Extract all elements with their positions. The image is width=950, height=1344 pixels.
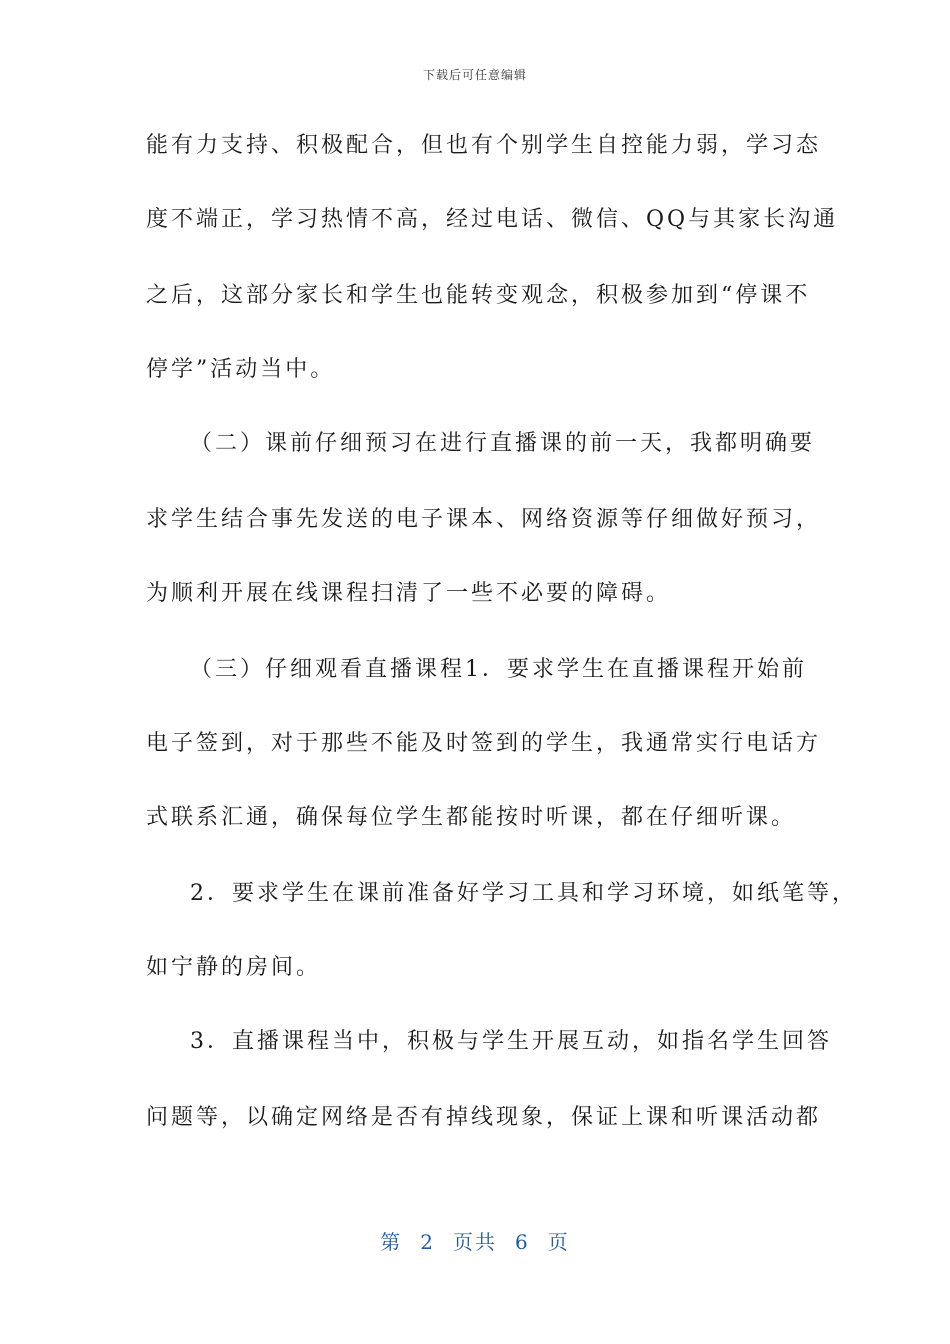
footer-suffix: 页 bbox=[547, 1230, 570, 1254]
footer-prefix: 第 bbox=[380, 1230, 403, 1254]
text-line: 之后，这部分家长和学生也能转变观念，积极参加到“停课不 bbox=[146, 283, 811, 308]
text-line: 3．直播课程当中，积极与学生开展互动，如指名学生回答 bbox=[190, 1029, 832, 1054]
text-line: 式联系汇通，确保每位学生都能按时听课，都在仔细听课。 bbox=[146, 805, 797, 830]
text-line: 停学”活动当中。 bbox=[146, 357, 336, 382]
text-line: 2．要求学生在课前准备好学习工具和学习环境，如纸笔等， bbox=[190, 881, 857, 906]
footer-page-number: 2 bbox=[420, 1230, 435, 1254]
footer-middle: 页共 bbox=[453, 1230, 497, 1254]
text-line: 为顺利开展在线课程扫清了一些不必要的障碍。 bbox=[146, 581, 672, 606]
text-line: 求学生结合事先发送的电子课本、网络资源等仔细做好预习， bbox=[146, 507, 822, 532]
text-line: 如宁静的房间。 bbox=[146, 955, 322, 980]
page-footer bbox=[0, 1226, 950, 1255]
text-line: 能有力支持、积极配合，但也有个别学生自控能力弱，学习态 bbox=[146, 133, 822, 158]
text-line: 度不端正，学习热情不高，经过电话、微信、QQ与其家长沟通 bbox=[146, 207, 839, 232]
footer-total-pages: 6 bbox=[515, 1230, 530, 1254]
text-line: （三）仔细观看直播课程1．要求学生在直播课程开始前 bbox=[190, 657, 807, 682]
text-line: 电子签到，对于那些不能及时签到的学生，我通常实行电话方 bbox=[146, 731, 822, 756]
text-line: （二）课前仔细预习在进行直播课的前一天，我都明确要 bbox=[190, 431, 816, 456]
text-line: 问题等，以确定网络是否有掉线现象，保证上课和听课活动都 bbox=[146, 1105, 822, 1130]
page-header: 下载后可任意编辑 bbox=[422, 68, 527, 82]
